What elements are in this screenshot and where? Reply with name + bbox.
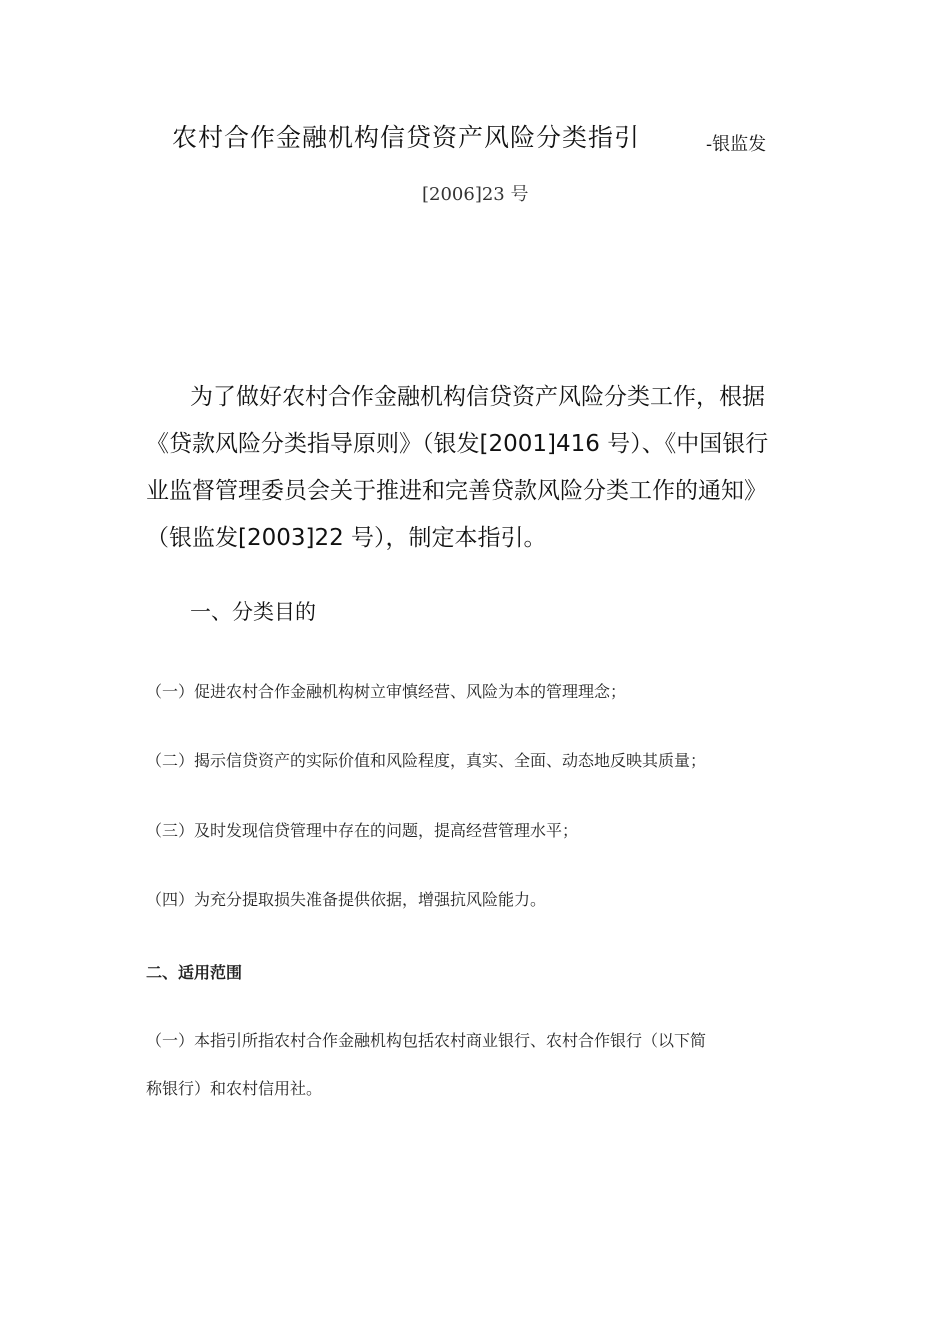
intro-line: 业监督管理委员会关于推进和完善贷款风险分类工作的通知》 — [146, 478, 767, 504]
document-title: 农村合作金融机构信贷资产风险分类指引 — [172, 123, 641, 152]
document-number: [2006]23 号 — [422, 184, 529, 205]
section-heading: 一、分类目的 — [190, 600, 316, 624]
section-item: （三）及时发现信贷管理中存在的问题，提高经营管理水平； — [146, 821, 579, 840]
intro-line: （银监发[2003]22 号），制定本指引。 — [146, 525, 547, 551]
document-title-suffix: -银监发 — [706, 134, 767, 155]
section-item: 称银行）和农村信用社。 — [146, 1079, 323, 1098]
section-item: （二）揭示信贷资产的实际价值和风险程度，真实、全面、动态地反映其质量； — [146, 751, 707, 770]
intro-line: 《贷款风险分类指导原则》（银发[2001]416 号）、《中国银行 — [146, 431, 769, 457]
section-item: （一）本指引所指农村合作金融机构包括农村商业银行、农村合作银行（以下简 — [146, 1031, 707, 1050]
section-heading: 二、适用范围 — [146, 963, 243, 982]
section-item: （四）为充分提取损失准备提供依据，增强抗风险能力。 — [146, 890, 547, 909]
section-item: （一）促进农村合作金融机构树立审慎经营、风险为本的管理理念； — [146, 682, 627, 701]
intro-line: 为了做好农村合作金融机构信贷资产风险分类工作，根据 — [190, 384, 765, 410]
